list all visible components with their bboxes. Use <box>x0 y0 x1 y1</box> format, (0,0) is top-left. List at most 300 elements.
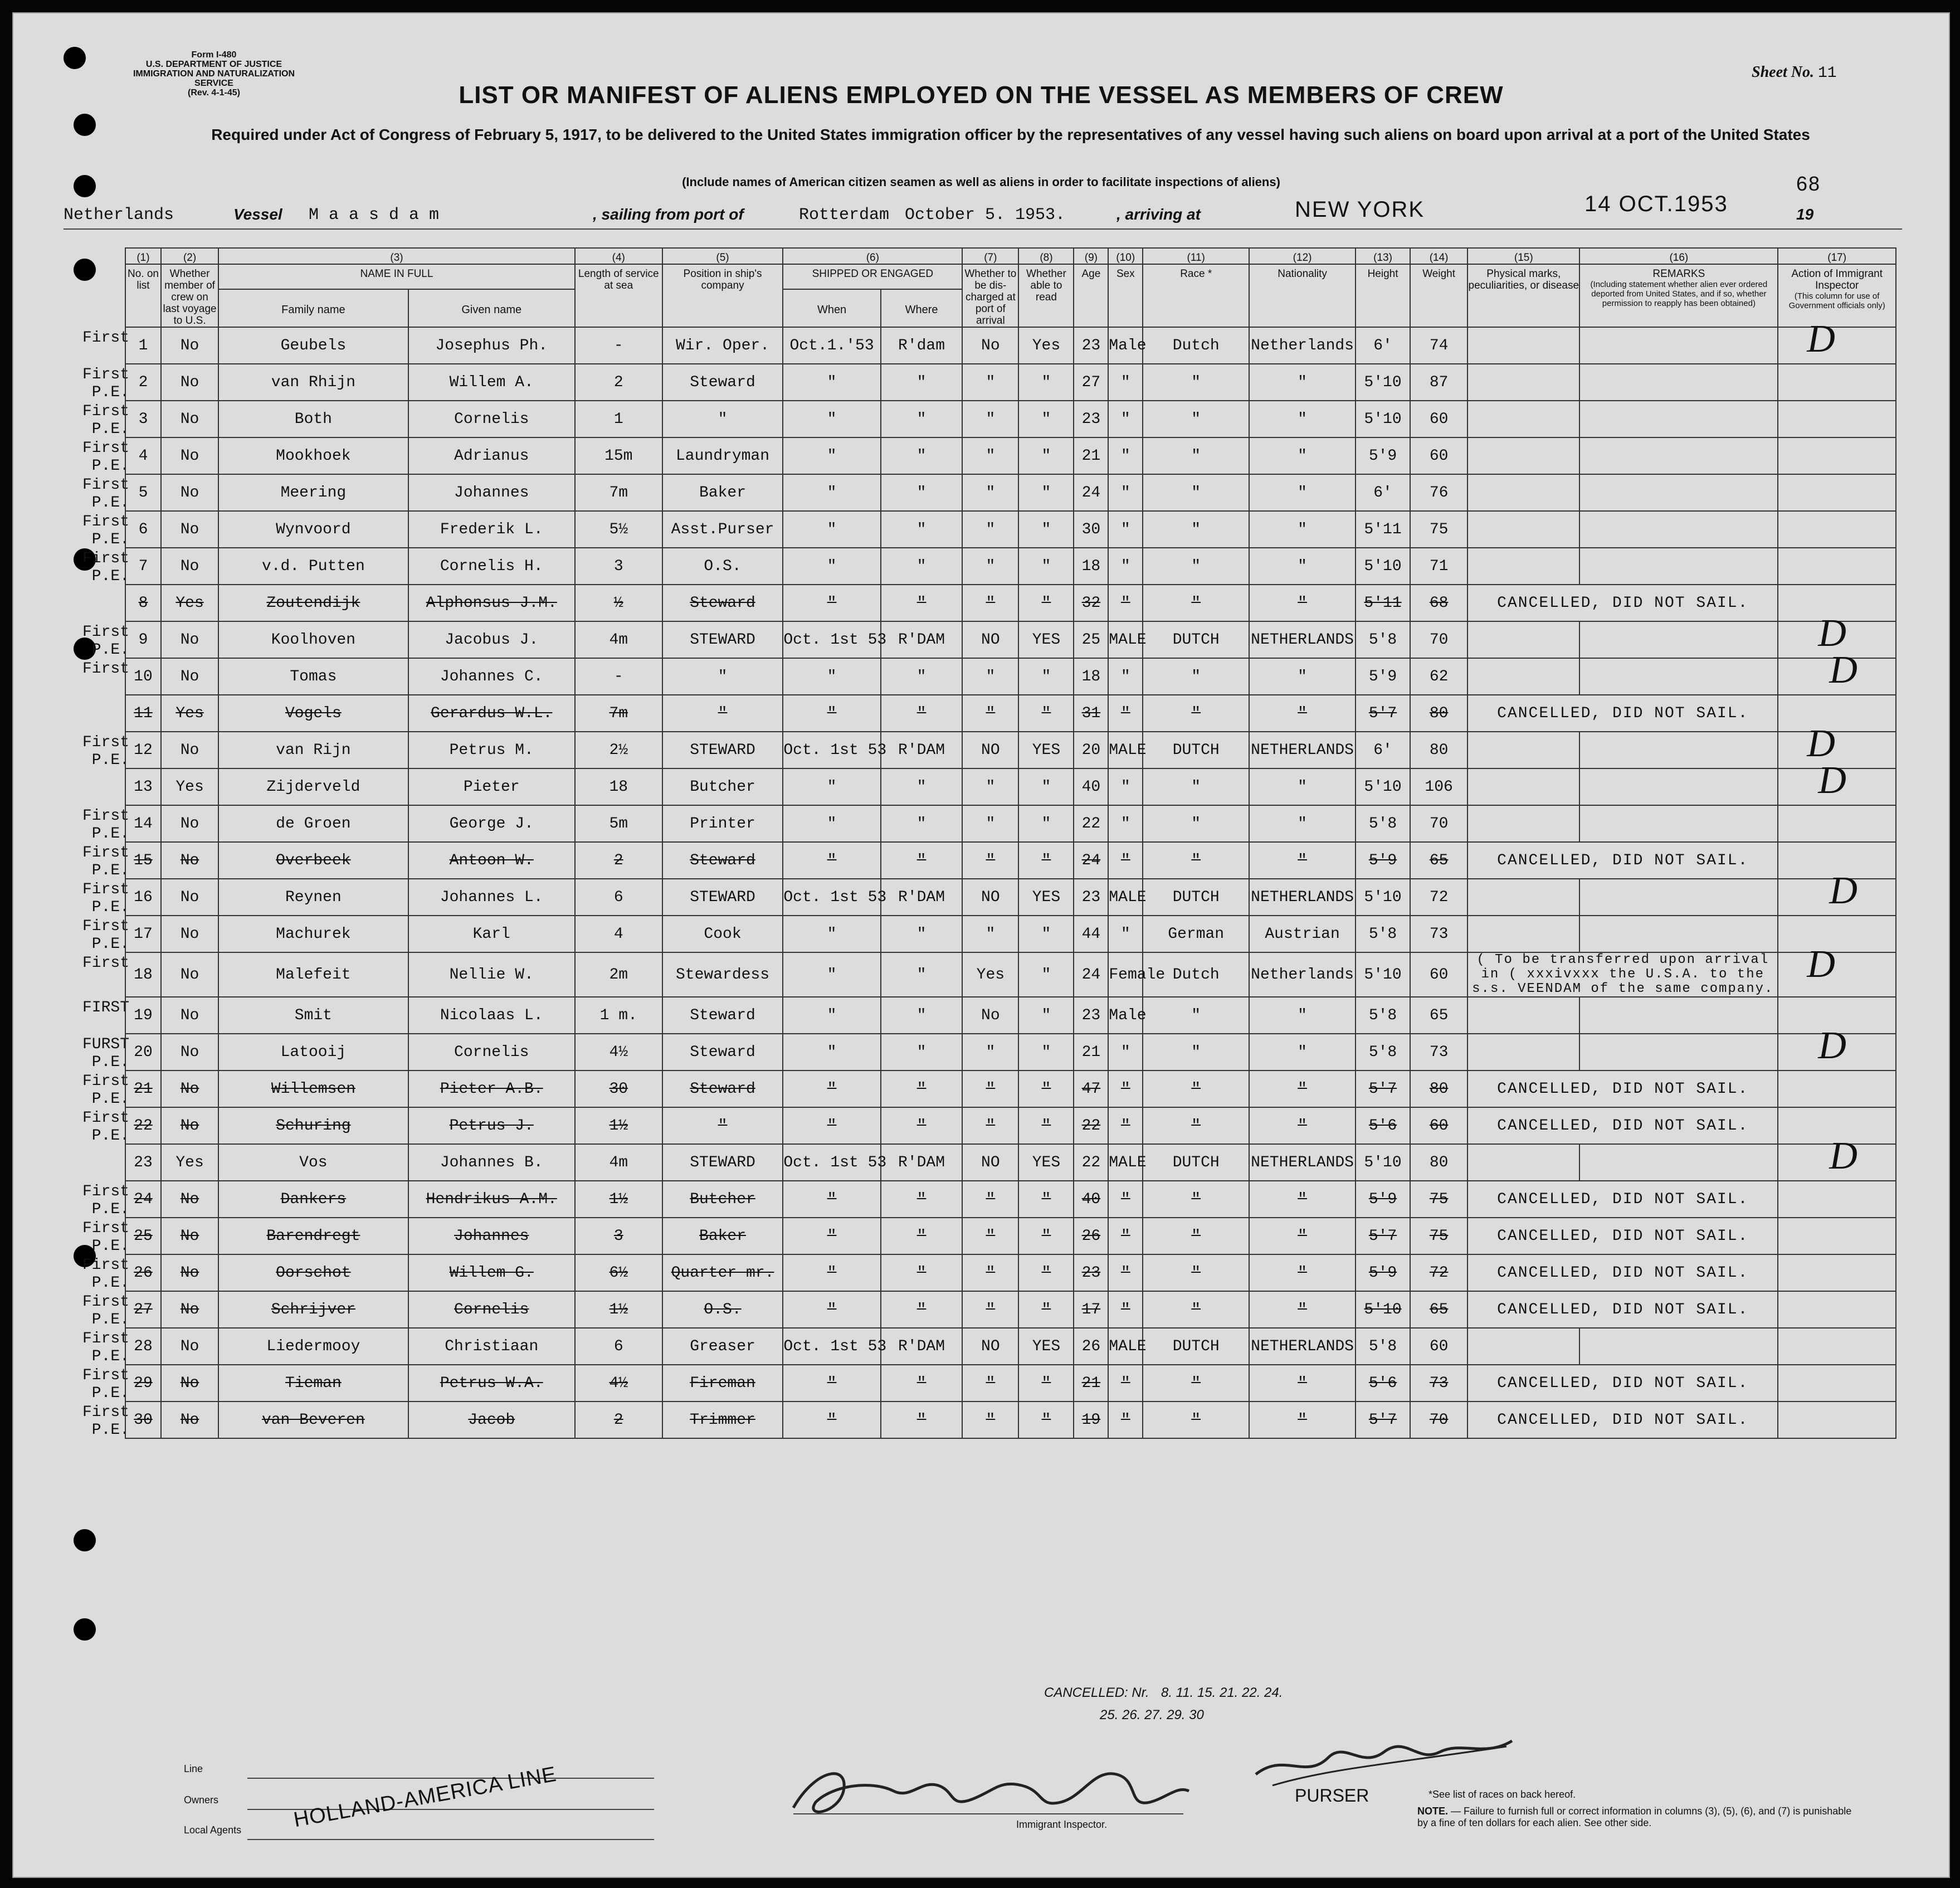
inspector-mark: D <box>1807 318 1835 361</box>
row-discharged: " <box>962 1070 1018 1107</box>
row-no: 1 <box>125 327 161 364</box>
row-action <box>1778 401 1896 437</box>
row-height: 5'10 <box>1356 952 1410 997</box>
row-height: 5'7 <box>1356 1218 1410 1254</box>
row-height: 5'10 <box>1356 879 1410 916</box>
row-race: " <box>1143 1034 1249 1070</box>
row-nationality: NETHERLANDS <box>1249 1328 1356 1365</box>
row-sex: " <box>1108 1402 1143 1438</box>
row-sex: " <box>1108 364 1143 401</box>
row-race: DUTCH <box>1143 879 1249 916</box>
row-given: Gerardus W.L. <box>408 695 575 732</box>
row-position: Baker <box>662 1218 783 1254</box>
row-action <box>1778 952 1896 997</box>
row-when: " <box>783 1070 880 1107</box>
row-member: No <box>161 437 218 474</box>
row-height: 5'9 <box>1356 1181 1410 1218</box>
row-sex: " <box>1108 805 1143 842</box>
row-where: " <box>881 1070 963 1107</box>
col-13-num: (13) <box>1356 248 1410 264</box>
row-nationality: " <box>1249 364 1356 401</box>
row-member: No <box>161 474 218 511</box>
row-class: First P.E. <box>82 1293 129 1329</box>
row-read: " <box>1018 401 1074 437</box>
row-member: Yes <box>161 695 218 732</box>
row-weight: 73 <box>1410 916 1467 952</box>
row-physical <box>1467 474 1579 511</box>
row-given: Johannes <box>408 1218 575 1254</box>
form-rev: (Rev. 4-1-45) <box>188 88 240 98</box>
row-physical <box>1467 1144 1579 1181</box>
row-when: " <box>783 1181 880 1218</box>
row-class: FIRST <box>82 999 129 1016</box>
row-where: " <box>881 1218 963 1254</box>
row-when: " <box>783 474 880 511</box>
binder-hole <box>74 114 96 136</box>
row-when: " <box>783 1402 880 1438</box>
row-discharged: Yes <box>962 952 1018 997</box>
action-title: Action of Immigrant Inspector <box>1791 268 1883 291</box>
row-length: 4½ <box>575 1034 662 1070</box>
row-age: 22 <box>1074 1144 1108 1181</box>
row-sex: MALE <box>1108 732 1143 768</box>
row-weight: 76 <box>1410 474 1467 511</box>
row-sex: Male <box>1108 997 1143 1034</box>
row-weight: 60 <box>1410 1107 1467 1144</box>
row-nationality: " <box>1249 1254 1356 1291</box>
row-age: 40 <box>1074 1181 1108 1218</box>
row-given: Cornelis <box>408 401 575 437</box>
row-length: 6 <box>575 879 662 916</box>
row-discharged: " <box>962 768 1018 805</box>
table-row <box>125 805 1896 842</box>
row-discharged: NO <box>962 732 1018 768</box>
row-where: " <box>881 511 963 548</box>
row-height: 5'6 <box>1356 1107 1410 1144</box>
row-given: Willem A. <box>408 364 575 401</box>
row-remarks <box>1579 364 1778 401</box>
row-action <box>1778 1181 1896 1218</box>
sheet-value: 11 <box>1818 65 1837 82</box>
row-age: 23 <box>1074 1254 1108 1291</box>
purser-signature <box>1250 1730 1518 1791</box>
arrival-date-stamp: 14 OCT.1953 <box>1584 192 1728 216</box>
row-no: 14 <box>125 805 161 842</box>
row-race: DUTCH <box>1143 1328 1249 1365</box>
header-length: Length of service at sea <box>575 264 662 327</box>
row-position: Asst.Purser <box>662 511 783 548</box>
row-sex: " <box>1108 548 1143 585</box>
row-weight: 65 <box>1410 1291 1467 1328</box>
row-discharged: No <box>962 997 1018 1034</box>
row-class: First P.E. <box>82 403 129 438</box>
row-class: First P.E. <box>82 550 129 585</box>
row-family: van Rhijn <box>218 364 408 401</box>
crew-rows <box>125 327 1896 1438</box>
row-given: Christiaan <box>408 1328 575 1365</box>
row-height: 6' <box>1356 732 1410 768</box>
row-when: Oct. 1st 53 <box>783 879 880 916</box>
row-class: First P.E. <box>82 1183 129 1218</box>
row-given: Pieter A.B. <box>408 1070 575 1107</box>
row-weight: 80 <box>1410 1144 1467 1181</box>
row-read: " <box>1018 916 1074 952</box>
row-read: " <box>1018 511 1074 548</box>
row-nationality: " <box>1249 1181 1356 1218</box>
row-member: No <box>161 1107 218 1144</box>
row-weight: 68 <box>1410 585 1467 621</box>
col-1-num: (1) <box>125 248 161 264</box>
row-given: Johannes C. <box>408 658 575 695</box>
row-when: " <box>783 1034 880 1070</box>
row-length: 4½ <box>575 1365 662 1402</box>
row-class: First P.E. <box>82 440 129 475</box>
table-row <box>125 1034 1896 1070</box>
row-discharged: " <box>962 658 1018 695</box>
row-read: YES <box>1018 621 1074 658</box>
cancelled-list-2: 25. 26. 27. 29. 30 <box>1100 1707 1204 1722</box>
row-where: " <box>881 768 963 805</box>
row-given: Karl <box>408 916 575 952</box>
row-discharged: " <box>962 364 1018 401</box>
action-note: (This column for use of Government officials only) <box>1788 291 1885 310</box>
col-10-num: (10) <box>1108 248 1143 264</box>
row-nationality: NETHERLANDS <box>1249 732 1356 768</box>
row-read: " <box>1018 1218 1074 1254</box>
row-member: No <box>161 511 218 548</box>
row-position: STEWARD <box>662 621 783 658</box>
row-read: Yes <box>1018 327 1074 364</box>
row-no: 2 <box>125 364 161 401</box>
row-when: " <box>783 1107 880 1144</box>
row-age: 21 <box>1074 1365 1108 1402</box>
row-when: " <box>783 695 880 732</box>
row-age: 47 <box>1074 1070 1108 1107</box>
row-race: " <box>1143 1365 1249 1402</box>
row-nationality: NETHERLANDS <box>1249 1144 1356 1181</box>
row-discharged: " <box>962 695 1018 732</box>
header-no: No. on list <box>125 264 161 327</box>
line-rule <box>247 1778 654 1779</box>
row-action <box>1778 1328 1896 1365</box>
row-physical <box>1467 768 1579 805</box>
table-row <box>125 997 1896 1034</box>
row-read: " <box>1018 695 1074 732</box>
row-height: 5'8 <box>1356 1034 1410 1070</box>
row-physical <box>1467 879 1579 916</box>
row-length: 1 <box>575 401 662 437</box>
col-4-num: (4) <box>575 248 662 264</box>
sheet-number <box>1752 64 1837 82</box>
row-weight: 65 <box>1410 997 1467 1034</box>
row-nationality: " <box>1249 1034 1356 1070</box>
row-length: 2 <box>575 842 662 879</box>
row-given: Johannes B. <box>408 1144 575 1181</box>
row-no: 24 <box>125 1181 161 1218</box>
row-family: Both <box>218 401 408 437</box>
form-dept: U.S. DEPARTMENT OF JUSTICE <box>145 60 282 69</box>
row-height: 5'9 <box>1356 1254 1410 1291</box>
row-given: Cornelis <box>408 1034 575 1070</box>
row-where: " <box>881 658 963 695</box>
row-race: " <box>1143 1291 1249 1328</box>
row-class: First P.E. <box>82 476 129 512</box>
row-height: 5'6 <box>1356 1365 1410 1402</box>
row-where: " <box>881 997 963 1034</box>
row-position: Steward <box>662 842 783 879</box>
row-given: Cornelis <box>408 1291 575 1328</box>
row-remarks <box>1579 1034 1778 1070</box>
row-no: 10 <box>125 658 161 695</box>
table-row <box>125 401 1896 437</box>
row-where: " <box>881 1034 963 1070</box>
row-family: Malefeit <box>218 952 408 997</box>
row-where: " <box>881 474 963 511</box>
table-row <box>125 916 1896 952</box>
crew-manifest-table <box>125 247 1896 1439</box>
row-no: 4 <box>125 437 161 474</box>
row-read: " <box>1018 1365 1074 1402</box>
row-length: 2½ <box>575 732 662 768</box>
row-age: 21 <box>1074 1034 1108 1070</box>
row-position: O.S. <box>662 548 783 585</box>
row-length: - <box>575 327 662 364</box>
table-row <box>125 732 1896 768</box>
row-read: " <box>1018 437 1074 474</box>
row-family: Reynen <box>218 879 408 916</box>
row-weight: 71 <box>1410 548 1467 585</box>
row-where: " <box>881 695 963 732</box>
row-position: Laundryman <box>662 437 783 474</box>
row-height: 5'10 <box>1356 1144 1410 1181</box>
row-action <box>1778 474 1896 511</box>
row-physical <box>1467 437 1579 474</box>
row-age: 26 <box>1074 1328 1108 1365</box>
row-family: Tomas <box>218 658 408 695</box>
row-physical <box>1467 548 1579 585</box>
row-where: " <box>881 548 963 585</box>
row-read: " <box>1018 585 1074 621</box>
column-header-row <box>125 264 1896 289</box>
row-read: YES <box>1018 879 1074 916</box>
row-no: 7 <box>125 548 161 585</box>
row-when: " <box>783 1291 880 1328</box>
header-race: Race * <box>1143 264 1249 327</box>
row-height: 5'9 <box>1356 842 1410 879</box>
row-action <box>1778 805 1896 842</box>
row-age: 25 <box>1074 621 1108 658</box>
row-read: " <box>1018 842 1074 879</box>
row-race: " <box>1143 1070 1249 1107</box>
row-when: " <box>783 658 880 695</box>
row-weight: 74 <box>1410 327 1467 364</box>
row-weight: 75 <box>1410 1181 1467 1218</box>
row-sex: " <box>1108 658 1143 695</box>
row-no: 8 <box>125 585 161 621</box>
row-when: Oct. 1st 53 <box>783 732 880 768</box>
row-family: Tieman <box>218 1365 408 1402</box>
row-read: " <box>1018 1107 1074 1144</box>
inspector-mark: D <box>1818 1024 1846 1067</box>
row-race: " <box>1143 401 1249 437</box>
row-class: First P.E. <box>82 918 129 953</box>
row-length: 1½ <box>575 1291 662 1328</box>
col-7-num: (7) <box>962 248 1018 264</box>
header-height: Height <box>1356 264 1410 327</box>
row-family: Wynvoord <box>218 511 408 548</box>
row-no: 3 <box>125 401 161 437</box>
row-position: Quarter mr. <box>662 1254 783 1291</box>
row-where: " <box>881 1291 963 1328</box>
row-member: No <box>161 1365 218 1402</box>
row-no: 18 <box>125 952 161 997</box>
binder-hole <box>74 1529 96 1551</box>
row-sex: " <box>1108 1070 1143 1107</box>
row-length: 1 m. <box>575 997 662 1034</box>
table-row <box>125 879 1896 916</box>
port-value: Rotterdam <box>799 206 890 225</box>
row-action <box>1778 548 1896 585</box>
row-remarks <box>1579 805 1778 842</box>
row-family: Vogels <box>218 695 408 732</box>
row-read: " <box>1018 952 1074 997</box>
row-read: " <box>1018 364 1074 401</box>
table-row <box>125 364 1896 401</box>
row-where: " <box>881 1107 963 1144</box>
row-discharged: " <box>962 474 1018 511</box>
row-family: Liedermooy <box>218 1328 408 1365</box>
table-row <box>125 548 1896 585</box>
row-remarks: CANCELLED, DID NOT SAIL. <box>1467 1181 1778 1218</box>
header-remarks <box>1579 264 1778 327</box>
row-length: 7m <box>575 695 662 732</box>
row-where: " <box>881 1365 963 1402</box>
row-age: 40 <box>1074 768 1108 805</box>
row-class: First P.E. <box>82 1404 129 1439</box>
row-no: 21 <box>125 1070 161 1107</box>
row-height: 6' <box>1356 474 1410 511</box>
row-action <box>1778 695 1896 732</box>
row-discharged: " <box>962 1218 1018 1254</box>
row-race: Dutch <box>1143 327 1249 364</box>
row-action <box>1778 916 1896 952</box>
row-discharged: No <box>962 327 1018 364</box>
purser-label: PURSER <box>1295 1785 1369 1806</box>
row-remarks <box>1579 511 1778 548</box>
row-race: DUTCH <box>1143 732 1249 768</box>
row-nationality: " <box>1249 585 1356 621</box>
header-name: NAME IN FULL <box>218 264 575 289</box>
row-discharged: " <box>962 585 1018 621</box>
row-height: 5'10 <box>1356 768 1410 805</box>
row-family: Oorschot <box>218 1254 408 1291</box>
row-where: R'DAM <box>881 879 963 916</box>
col-5-num: (5) <box>662 248 783 264</box>
row-nationality: " <box>1249 511 1356 548</box>
remarks-note: (Including statement whether alien ever ordered deported from United States, and if so, whether permission to reapply has been obtained) <box>1590 280 1768 308</box>
row-given: Johannes <box>408 474 575 511</box>
row-nationality: " <box>1249 1402 1356 1438</box>
row-sex: MALE <box>1108 1144 1143 1181</box>
row-height: 5'7 <box>1356 695 1410 732</box>
row-weight: 80 <box>1410 695 1467 732</box>
row-discharged: " <box>962 1181 1018 1218</box>
row-length: 2 <box>575 1402 662 1438</box>
row-where: " <box>881 1254 963 1291</box>
table-row <box>125 842 1896 879</box>
row-sex: " <box>1108 511 1143 548</box>
row-remarks: CANCELLED, DID NOT SAIL. <box>1467 1107 1778 1144</box>
row-no: 25 <box>125 1218 161 1254</box>
row-member: No <box>161 1218 218 1254</box>
row-nationality: " <box>1249 1291 1356 1328</box>
row-where: R'dam <box>881 327 963 364</box>
row-given: Cornelis H. <box>408 548 575 585</box>
row-position: STEWARD <box>662 1144 783 1181</box>
row-age: 24 <box>1074 474 1108 511</box>
row-length: 15m <box>575 437 662 474</box>
row-read: YES <box>1018 1144 1074 1181</box>
vessel-line-rule <box>64 228 1902 230</box>
row-when: " <box>783 585 880 621</box>
row-member: No <box>161 1034 218 1070</box>
table-row <box>125 1144 1896 1181</box>
row-where: " <box>881 1402 963 1438</box>
row-weight: 80 <box>1410 732 1467 768</box>
row-action <box>1778 1070 1896 1107</box>
row-weight: 70 <box>1410 805 1467 842</box>
row-member: No <box>161 1181 218 1218</box>
row-given: Antoon W. <box>408 842 575 879</box>
row-given: Pieter <box>408 768 575 805</box>
row-length: 7m <box>575 474 662 511</box>
note-label: NOTE. <box>1417 1806 1449 1817</box>
row-read: " <box>1018 1070 1074 1107</box>
row-discharged: " <box>962 805 1018 842</box>
row-given: Johannes L. <box>408 879 575 916</box>
row-read: " <box>1018 997 1074 1034</box>
row-member: No <box>161 952 218 997</box>
row-when: " <box>783 1254 880 1291</box>
row-nationality: " <box>1249 1070 1356 1107</box>
row-sex: " <box>1108 1254 1143 1291</box>
row-physical <box>1467 732 1579 768</box>
table-row <box>125 585 1896 621</box>
row-member: No <box>161 327 218 364</box>
row-height: 5'10 <box>1356 364 1410 401</box>
col-2-num: (2) <box>161 248 218 264</box>
row-remarks <box>1579 1328 1778 1365</box>
row-given: Alphonsus J.M. <box>408 585 575 621</box>
header-member: Whether member of crew on last voyage to U.S. <box>161 264 218 327</box>
row-sex: " <box>1108 401 1143 437</box>
row-nationality: Netherlands <box>1249 952 1356 997</box>
row-physical <box>1467 511 1579 548</box>
row-race: " <box>1143 1218 1249 1254</box>
row-family: van Beveren <box>218 1402 408 1438</box>
row-family: Dankers <box>218 1181 408 1218</box>
table-row <box>125 511 1896 548</box>
row-remarks <box>1579 1144 1778 1181</box>
row-no: 26 <box>125 1254 161 1291</box>
row-remarks <box>1579 474 1778 511</box>
row-race: " <box>1143 997 1249 1034</box>
row-race: " <box>1143 1181 1249 1218</box>
row-remarks <box>1579 997 1778 1034</box>
row-race: Dutch <box>1143 952 1249 997</box>
row-given: Petrus J. <box>408 1107 575 1144</box>
row-family: Machurek <box>218 916 408 952</box>
